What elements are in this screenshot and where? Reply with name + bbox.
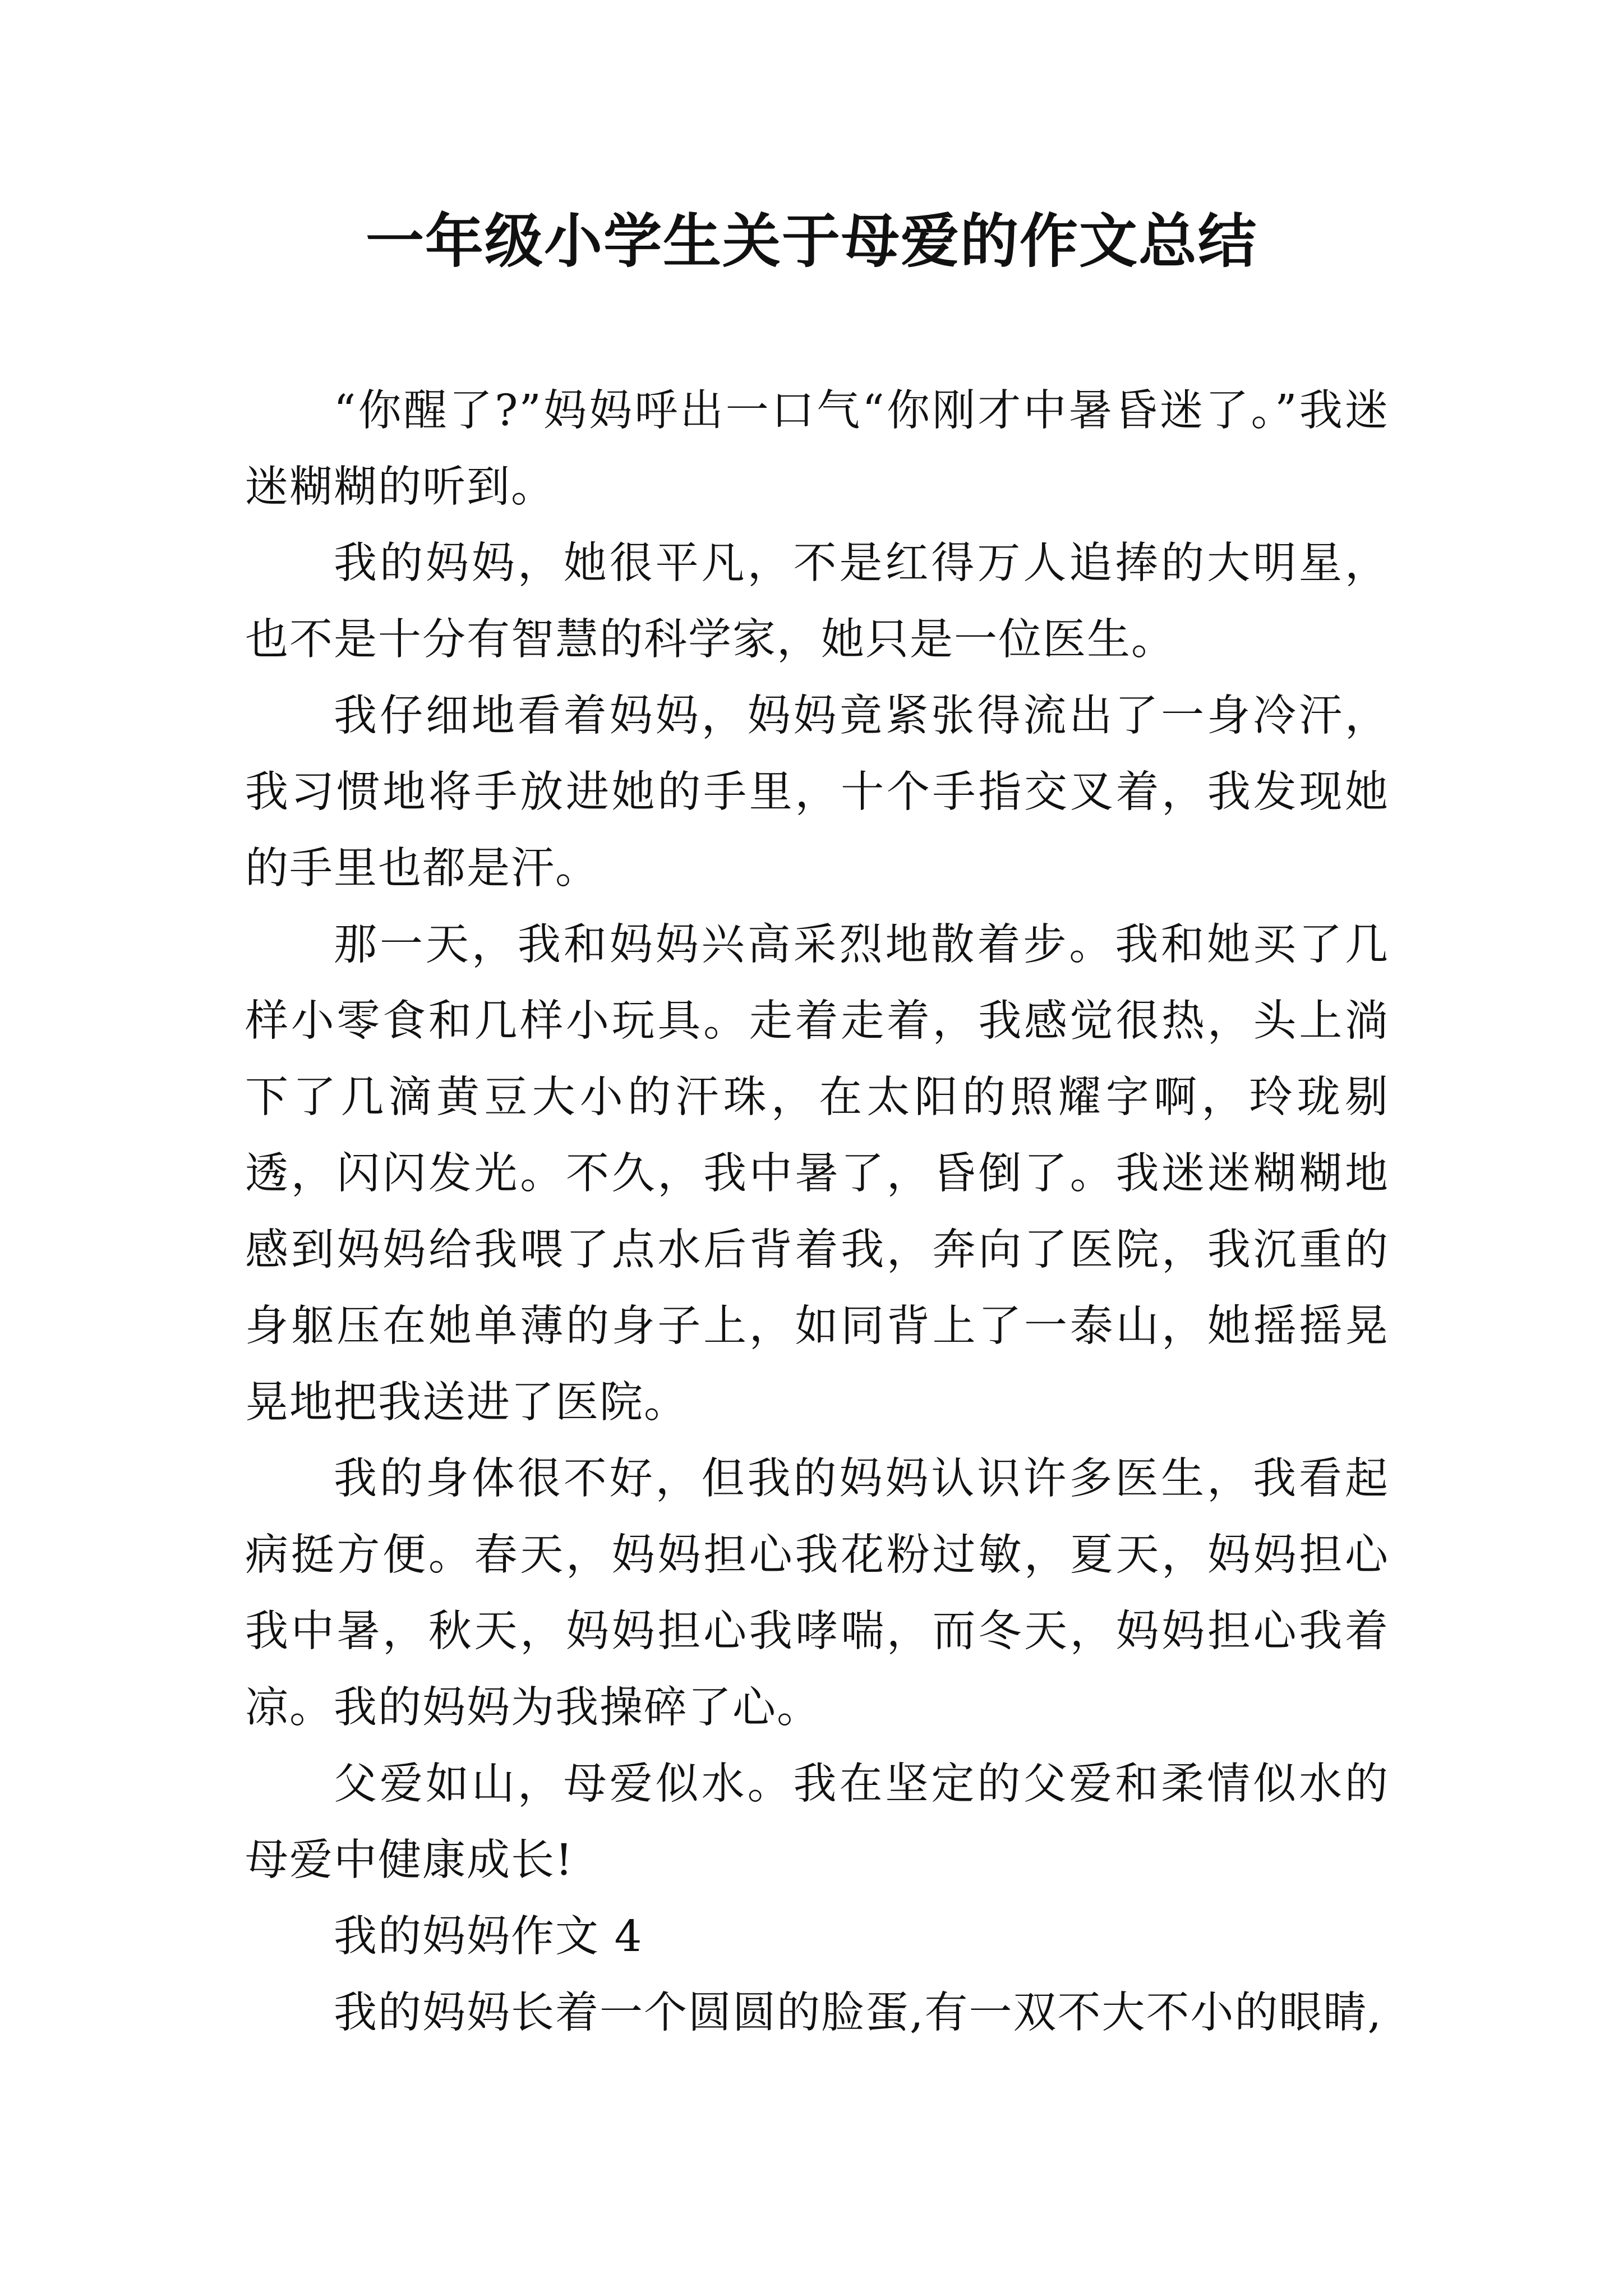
document-body xyxy=(245,373,1389,2051)
paragraph: 那一天，我和妈妈兴高采烈地散着步。我和她买了几样小零食和几样小玩具。走着走着，我感觉很热，头上淌下了几滴黄豆大小的汗珠，在太阳的照耀字啊，玲珑剔透，闪闪发光。不久，我中暑了，昏倒了。我迷迷糊糊地感到妈妈给我喂了点水后背着我，奔向了医院，我沉重的身躯压在她单薄的身子上，如同背上了一泰山，她摇摇晃晃地把我送进了医院。 xyxy=(245,920,1389,1428)
paragraph: 我的妈妈，她很平凡，不是红得万人追捧的大明星，也不是十分有智慧的科学家，她只是一位医生。 xyxy=(245,539,1389,665)
paragraph: 父爱如山，母爱似水。我在坚定的父爱和柔情似水的母爱中健康成长! xyxy=(245,1759,1389,1885)
paragraph: 我的妈妈长着一个圆圆的脸蛋,有一双不大不小的眼睛, xyxy=(334,1988,1382,2038)
paragraph: 我的身体很不好，但我的妈妈认识许多医生，我看起病挺方便。春天，妈妈担心我花粉过敏，夏天，妈妈担心我中暑，秋天，妈妈担心我哮喘，而冬天，妈妈担心我着凉。我的妈妈为我操碎了心。 xyxy=(245,1454,1389,1733)
section-heading: 我的妈妈作文 4 xyxy=(334,1912,643,1962)
paragraph: “你醒了?”妈妈呼出一口气“你刚才中暑昏迷了。”我迷迷糊糊的听到。 xyxy=(245,386,1389,512)
paragraph: 我仔细地看着妈妈，妈妈竟紧张得流出了一身冷汗，我习惯地将手放进她的手里，十个手指交叉着，我发现她的手里也都是汗。 xyxy=(245,691,1389,894)
document-title: 一年级小学生关于母爱的作文总结 xyxy=(365,206,1257,275)
